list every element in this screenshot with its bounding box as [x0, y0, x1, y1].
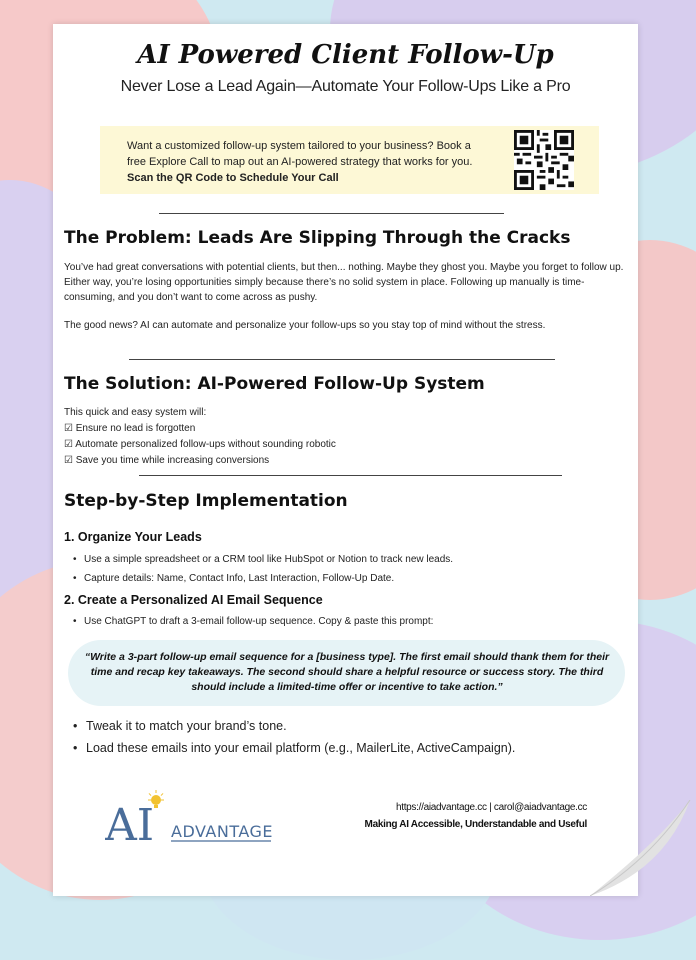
- divider: [129, 359, 555, 360]
- steps-heading: Step-by-Step Implementation: [64, 491, 348, 511]
- page-curl: [590, 800, 696, 896]
- solution-item: ☑ Automate personalized follow-ups without sounding robotic: [64, 439, 336, 450]
- list-item: • Capture details: Name, Contact Info, Last Interaction, Follow-Up Date.: [73, 572, 394, 586]
- page-title: AI Powered Client Follow-Up: [137, 40, 554, 70]
- solution-item: ☑ Save you time while increasing conversions: [64, 455, 270, 466]
- solution-intro: This quick and easy system will:: [64, 407, 207, 418]
- problem-paragraph: You’ve had great conversations with potential clients, but then... nothing. Maybe they ghost you. Maybe you forget to follow up. Either way, you’re losing opportunities simply because there’s no solid system in place. Following up manually is time-consuming, and you don’t want to come across as pushy.: [64, 262, 624, 303]
- list-item: • Use ChatGPT to draft a 3-email follow-up sequence. Copy & paste this prompt:: [73, 615, 433, 629]
- step2-title: 2. Create a Personalized AI Email Sequence: [64, 593, 323, 607]
- prompt-text[interactable]: “Write a 3-part follow-up email sequence for a [business type]. The first email should thank them for their time and recap key takeaways. The second should share a helpful resource or success story. The third should include a limited-time offer or incentive to take action.”: [84, 651, 610, 693]
- list-item: • Use a simple spreadsheet or a CRM tool like HubSpot or Notion to track new leads.: [73, 553, 453, 567]
- divider: [159, 213, 504, 214]
- callout-intro: Want a customized follow-up system tailored to your business? Book a free Explore Call to map out an AI-powered strategy that works for you.: [127, 140, 473, 168]
- qr-code-icon[interactable]: [514, 130, 574, 190]
- step1-title: 1. Organize Your Leads: [64, 530, 202, 544]
- problem-good-news: The good news? AI can automate and personalize your follow-ups so you stay top of mind without the stress.: [64, 320, 546, 331]
- footer-contact[interactable]: https://aiadvantage.cc | carol@aiadvantage.cc: [395, 802, 587, 813]
- callout-text: [127, 138, 487, 186]
- list-item: • Tweak it to match your brand’s tone.: [73, 718, 287, 734]
- problem-heading: The Problem: Leads Are Slipping Through the Cracks: [64, 228, 571, 248]
- explore-call-callout: [100, 126, 599, 194]
- logo-word-text: ADVANTAGE: [171, 822, 274, 841]
- ai-advantage-logo: [105, 790, 275, 850]
- logo-ai-text: AI: [105, 800, 155, 850]
- solution-item: ☑ Ensure no lead is forgotten: [64, 423, 196, 434]
- document-page: [53, 24, 638, 896]
- solution-list: [64, 405, 336, 469]
- callout-cta: Scan the QR Code to Schedule Your Call: [127, 172, 339, 184]
- solution-heading: The Solution: AI-Powered Follow-Up System: [64, 374, 485, 394]
- list-item: • Load these emails into your email platform (e.g., MailerLite, ActiveCampaign).: [73, 740, 515, 756]
- divider: [139, 475, 562, 476]
- page-subtitle: Never Lose a Lead Again—Automate Your Follow-Ups Like a Pro: [120, 78, 571, 95]
- prompt-box: [68, 640, 625, 706]
- footer-tagline: Making AI Accessible, Understandable and Useful: [364, 819, 587, 830]
